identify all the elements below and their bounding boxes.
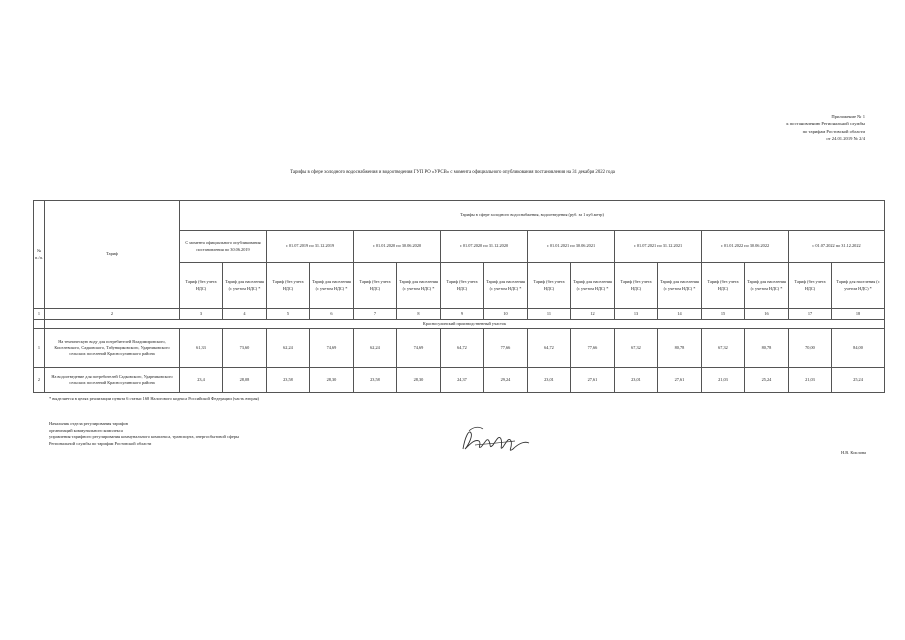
- period-header: с 01.07.2021 по 31.12.2021: [615, 231, 702, 263]
- tariff-value: 77,66: [571, 329, 615, 368]
- tariff-value: 77,66: [484, 329, 528, 368]
- header-row-number: № п./п.: [34, 201, 45, 309]
- column-number: 8: [397, 309, 441, 320]
- signer-name: Н.В. Кислова: [841, 450, 866, 455]
- period-header: с 01.01.2020 по 30.06.2020: [354, 231, 441, 263]
- tariff-value: 27,61: [658, 368, 702, 393]
- period-header: с 01.07.2019 по 31.12.2019: [267, 231, 354, 263]
- subheader-cell: Тариф (без учета НДС): [528, 263, 571, 309]
- tariff-value: 61,33: [180, 329, 223, 368]
- tariff-value: 67,32: [615, 329, 658, 368]
- tariff-value: 80,78: [658, 329, 702, 368]
- tariff-value: 23,01: [615, 368, 658, 393]
- column-number: 4: [223, 309, 267, 320]
- tariff-value: 74,69: [397, 329, 441, 368]
- column-number: 9: [441, 309, 484, 320]
- column-number: 17: [789, 309, 832, 320]
- row-number: 1: [34, 329, 45, 368]
- tariff-value: 23,58: [267, 368, 310, 393]
- tariff-value: 21,03: [702, 368, 745, 393]
- subheader-cell: Тариф (без учета НДС): [267, 263, 310, 309]
- column-number: 14: [658, 309, 702, 320]
- subheader-cell: Тариф (без учета НДС): [180, 263, 223, 309]
- subheader-cell: Тариф для населения (с учетом НДС) *: [223, 263, 267, 309]
- tariff-value: 73,60: [223, 329, 267, 368]
- tariff-value: 80,78: [745, 329, 789, 368]
- header-group: Тарифы в сфере холодного водоснабжения, водоотведения (руб. за 1 куб.метр): [180, 201, 885, 231]
- document-title: Тарифы в сфере холодного водоснабжения и водоотведения ГУП РО «УРСВ» с момента официального опубликования постановления на 31 декабря 2022 года: [290, 170, 615, 175]
- subheader-cell: Тариф для населения (с учетом НДС) *: [484, 263, 528, 309]
- row-tariff-name: На техническую воду для потребителей Владимировского, Киселевского, Садковского, Табунщиковского, Ударниковского сельских поселений Красносулинского района: [45, 329, 180, 368]
- column-number: 3: [180, 309, 223, 320]
- header-tariff: Тариф: [45, 201, 180, 309]
- column-number: 10: [484, 309, 528, 320]
- appendix-line: от 24.01.2019 № 2/4: [826, 136, 865, 142]
- period-header: с 01.01.2021 по 30.06.2021: [528, 231, 615, 263]
- column-number: 2: [45, 309, 180, 320]
- tariff-value: 28,30: [310, 368, 354, 393]
- column-number: 16: [745, 309, 789, 320]
- column-number: 15: [702, 309, 745, 320]
- section-row: [34, 320, 885, 329]
- subheader-cell: Тариф для населения (с учетом НДС) *: [571, 263, 615, 309]
- subheader-cell: Тариф для населения (с учетом НДС) *: [832, 263, 885, 309]
- subheader-cell: Тариф для населения (с учетом НДС) *: [658, 263, 702, 309]
- subheader-cell: Тариф (без учета НДС): [615, 263, 658, 309]
- tariff-value: 62,24: [354, 329, 397, 368]
- footnote: * выделяется в целях реализации пункта 6 статьи 168 Налогового кодекса Российской Федерации (часть вторая): [49, 396, 260, 401]
- appendix-block: [786, 113, 865, 143]
- row-tariff-name: На водоотведение для потребителей Садковского, Ударниковского сельских поселений Красносулинского района: [45, 368, 180, 393]
- subheader-cell: Тариф (без учета НДС): [789, 263, 832, 309]
- signer-title-line: Региональной службы по тарифам Ростовской области: [49, 440, 152, 446]
- signer-title-line: Начальник отдела регулирования тарифов: [49, 421, 128, 426]
- tariff-value: 67,32: [702, 329, 745, 368]
- tariff-value: 29,24: [484, 368, 528, 393]
- subheader-cell: Тариф (без учета НДС): [354, 263, 397, 309]
- column-number: 1: [34, 309, 45, 320]
- section-title: Красносулинский производственный участок: [45, 320, 885, 329]
- period-header: с 01.07.2022 по 31.12.2022: [789, 231, 885, 263]
- table-row: [34, 368, 885, 393]
- subheader-cell: Тариф для населения (с учетом НДС) *: [745, 263, 789, 309]
- tariff-value: 84,00: [832, 329, 885, 368]
- appendix-line: к постановлению Региональной службы: [786, 121, 865, 127]
- tariff-value: 74,69: [310, 329, 354, 368]
- subheader-cell: Тариф для населения (с учетом НДС) *: [310, 263, 354, 309]
- appendix-line: Приложение № 1: [831, 114, 865, 119]
- column-number: 6: [310, 309, 354, 320]
- column-number: 7: [354, 309, 397, 320]
- tariff-value: 62,24: [267, 329, 310, 368]
- signer-title-line: управления тарифного регулирования коммунального комплекса, транспорта, энергосбытовой сферы: [49, 434, 239, 440]
- period-header: С момента официального опубликования постановления по 30.06.2019: [180, 231, 267, 263]
- column-number: 11: [528, 309, 571, 320]
- tariff-value: 28,30: [397, 368, 441, 393]
- tariff-value: 28,08: [223, 368, 267, 393]
- subheader-cell: Тариф (без учета НДС): [441, 263, 484, 309]
- column-number: 5: [267, 309, 310, 320]
- tariff-value: 25,24: [832, 368, 885, 393]
- appendix-line: по тарифам Ростовской области: [802, 128, 865, 134]
- tariff-value: 23,4: [180, 368, 223, 393]
- column-number-row: [34, 309, 885, 320]
- table-row: [34, 329, 885, 368]
- signer-title-line: организаций коммунального комплекса: [49, 427, 123, 433]
- column-number: 18: [832, 309, 885, 320]
- tariff-value: 21,03: [789, 368, 832, 393]
- period-header: с 01.07.2020 по 31.12.2020: [441, 231, 528, 263]
- tariff-table: [33, 200, 885, 393]
- section-number-cell: [34, 320, 45, 329]
- tariff-value: 70,00: [789, 329, 832, 368]
- tariff-value: 64,72: [528, 329, 571, 368]
- tariff-value: 23,01: [528, 368, 571, 393]
- tariff-value: 25,24: [745, 368, 789, 393]
- row-number: 2: [34, 368, 45, 393]
- tariff-value: 24,37: [441, 368, 484, 393]
- column-number: 13: [615, 309, 658, 320]
- signer-block: [49, 421, 239, 447]
- subheader-cell: Тариф (без учета НДС): [702, 263, 745, 309]
- handwritten-signature: [455, 423, 535, 457]
- tariff-value: 27,61: [571, 368, 615, 393]
- tariff-value: 64,72: [441, 329, 484, 368]
- period-header: с 01.01.2022 по 30.06.2022: [702, 231, 789, 263]
- subheader-cell: Тариф для населения (с учетом НДС) *: [397, 263, 441, 309]
- column-number: 12: [571, 309, 615, 320]
- tariff-value: 23,58: [354, 368, 397, 393]
